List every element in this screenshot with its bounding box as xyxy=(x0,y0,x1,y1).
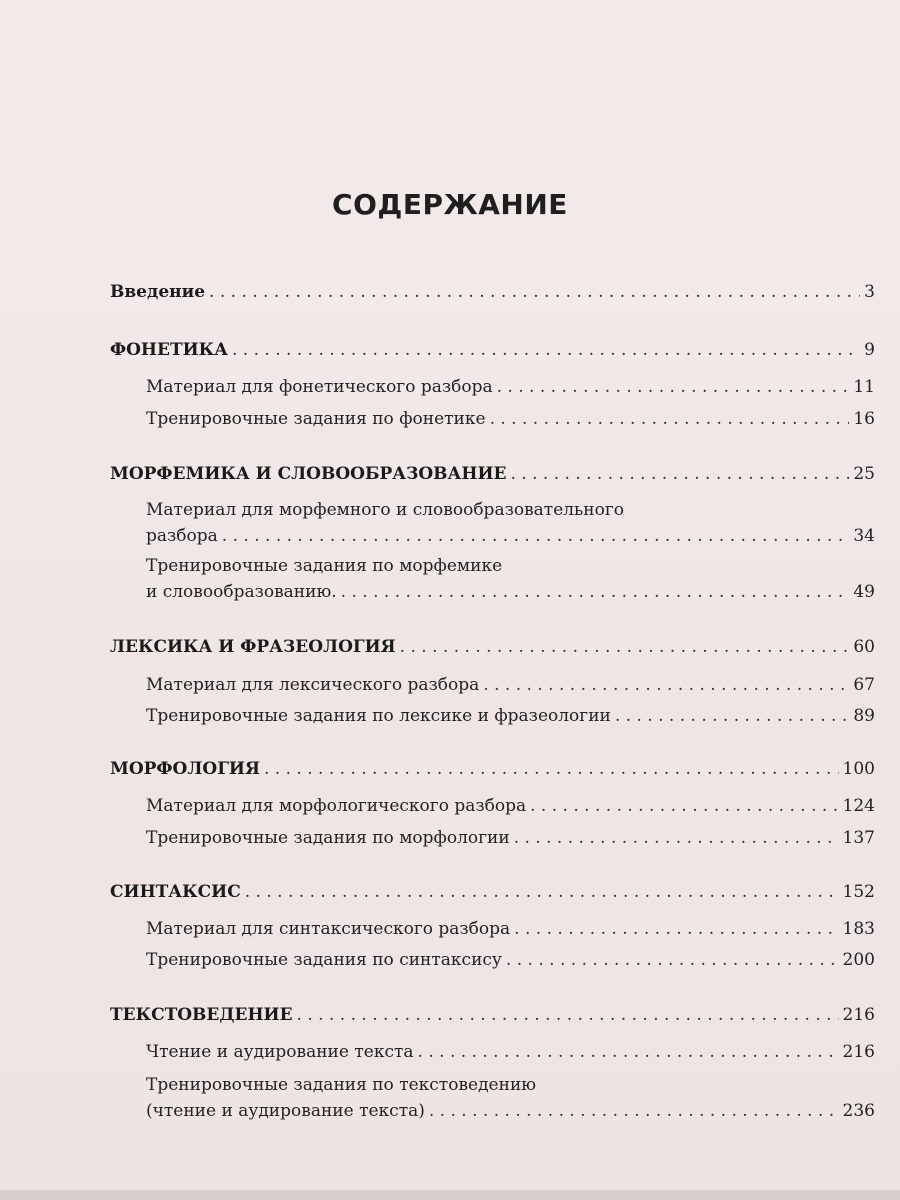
toc-section-heading: СИНТАКСИС xyxy=(110,882,241,902)
toc-page-number: 216 xyxy=(842,1005,875,1025)
toc-entry-line1: Тренировочные задания по текстоведению xyxy=(146,1075,537,1095)
toc-page-number: 216 xyxy=(842,1042,875,1062)
dot-leader xyxy=(297,1002,839,1028)
dot-leader xyxy=(530,793,838,819)
toc-entry-label: Тренировочные задания по фонетике xyxy=(146,409,486,429)
toc-section-syntax[interactable] xyxy=(110,879,875,905)
toc-section-lexicology[interactable] xyxy=(110,634,875,660)
dot-leader xyxy=(232,337,860,363)
toc-entry-label: Материал для фонетического разбора xyxy=(146,377,493,397)
toc-page-number: 124 xyxy=(842,796,875,816)
dot-leader xyxy=(418,1039,839,1065)
toc-entry-label: Тренировочные задания по лексике и фразеологии xyxy=(146,706,611,726)
toc-page-number: 60 xyxy=(853,637,875,657)
dot-leader xyxy=(400,634,850,660)
toc-page-number: 137 xyxy=(842,828,875,848)
toc-page-number: 89 xyxy=(853,706,875,726)
dot-leader xyxy=(497,374,850,400)
toc-entry-label: Чтение и аудирование текста xyxy=(146,1042,414,1062)
toc-section-heading: МОРФОЛОГИЯ xyxy=(110,759,260,779)
dot-leader xyxy=(429,1098,839,1124)
toc-entry[interactable] xyxy=(146,406,875,432)
toc-entry-label: Материал для морфологического разбора xyxy=(146,796,527,816)
page-bottom-edge xyxy=(0,1190,900,1200)
toc-entry-line1: Тренировочные задания по морфемике xyxy=(146,556,503,576)
dot-leader xyxy=(615,703,850,729)
toc-entry-line1: Материал для морфемного и словообразовательного xyxy=(146,500,625,520)
toc-page-number: 49 xyxy=(853,582,875,602)
dot-leader xyxy=(490,406,850,432)
toc-page-number: 200 xyxy=(842,950,875,970)
toc-section-heading: МОРФЕМИКА И СЛОВООБРАЗОВАНИЕ xyxy=(110,464,507,484)
toc-entry[interactable] xyxy=(146,523,875,549)
toc-entry[interactable] xyxy=(146,579,875,605)
toc-entry-intro[interactable] xyxy=(110,279,875,305)
toc-page-number: 16 xyxy=(853,409,875,429)
toc-section-heading: ЛЕКСИКА И ФРАЗЕОЛОГИЯ xyxy=(110,637,396,657)
toc-section-phonetics[interactable] xyxy=(110,337,875,363)
toc-entry[interactable] xyxy=(146,825,875,851)
toc-page-number: 67 xyxy=(853,675,875,695)
dot-leader xyxy=(510,461,849,487)
toc-section-morphology[interactable] xyxy=(110,756,875,782)
toc-page-number: 11 xyxy=(853,377,875,397)
toc-section-morphemics[interactable] xyxy=(110,461,875,487)
toc-entry-label: Материал для синтаксического разбора xyxy=(146,919,511,939)
toc-page-number: 152 xyxy=(842,882,875,902)
toc-entry[interactable] xyxy=(146,947,875,973)
toc-entry-label: (чтение и аудирование текста) xyxy=(146,1101,425,1121)
toc-page-number: 183 xyxy=(842,919,875,939)
toc-section-heading: ТЕКСТОВЕДЕНИЕ xyxy=(110,1005,293,1025)
dot-leader xyxy=(506,947,839,973)
toc-entry[interactable] xyxy=(146,1098,875,1124)
dot-leader xyxy=(222,523,850,549)
toc-entry[interactable] xyxy=(146,703,875,729)
dot-leader xyxy=(514,916,838,942)
page-title: СОДЕРЖАНИЕ xyxy=(332,188,568,221)
toc-page-number: 100 xyxy=(842,759,875,779)
toc-page-number: 34 xyxy=(853,526,875,546)
dot-leader xyxy=(245,879,839,905)
toc-page-number: 3 xyxy=(864,282,875,302)
dot-leader xyxy=(341,579,850,605)
toc-section-heading: ФОНЕТИКА xyxy=(110,340,228,360)
toc-entry[interactable] xyxy=(146,672,875,698)
toc-page-number: 9 xyxy=(864,340,875,360)
toc-entry[interactable] xyxy=(146,374,875,400)
dot-leader xyxy=(209,279,860,305)
toc-section-text-studies[interactable] xyxy=(110,1002,875,1028)
dot-leader xyxy=(514,825,839,851)
toc-entry-label: разбора xyxy=(146,526,218,546)
toc-entry-label: Материал для лексического разбора xyxy=(146,675,480,695)
toc-entry-label: Введение xyxy=(110,282,206,302)
dot-leader xyxy=(483,672,849,698)
toc-page-number: 236 xyxy=(842,1101,875,1121)
toc-entry[interactable] xyxy=(146,793,875,819)
toc-entry-label: Тренировочные задания по синтаксису xyxy=(146,950,502,970)
toc-entry[interactable] xyxy=(146,916,875,942)
dot-leader xyxy=(264,756,839,782)
toc-entry-label: Тренировочные задания по морфологии xyxy=(146,828,510,848)
toc-entry-label: и словообразованию. xyxy=(146,582,337,602)
toc-page-number: 25 xyxy=(853,464,875,484)
toc-entry[interactable] xyxy=(146,1039,875,1065)
